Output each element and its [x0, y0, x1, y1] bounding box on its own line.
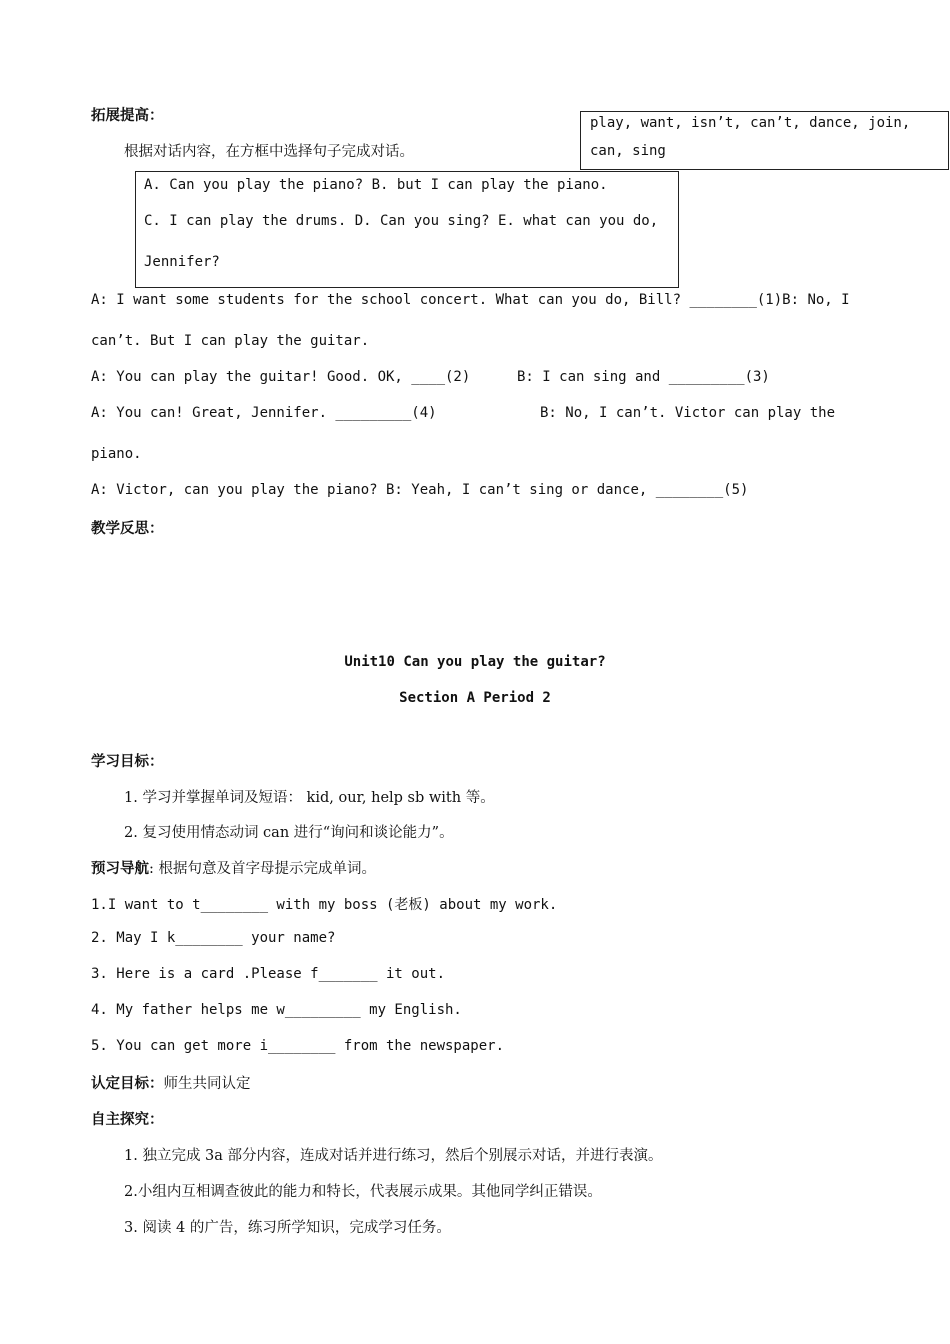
preview-line [91, 857, 376, 878]
dialogue-line-2: can’t. But I can play the guitar. [91, 333, 370, 349]
word-box [580, 111, 949, 170]
explore-item-1: 1. 独立完成 3a 部分内容，连成对话并进行练习，然后个别展示对话，并进行表演。 [124, 1148, 663, 1164]
choice-box [135, 171, 679, 288]
reflection-heading: 教学反思： [91, 520, 164, 537]
preview-question-5: 5. You can get more i________ from the newspaper. [91, 1038, 505, 1054]
explore-item-2: 2.小组内互相调查彼此的能力和特长，代表展示成果。其他同学纠正错误。 [124, 1184, 602, 1200]
extension-instruction: 根据对话内容，在方框中选择句子完成对话。 [124, 144, 414, 160]
dialogue-line-5: piano. [91, 446, 142, 462]
preview-question-2: 2. May I k________ your name? [91, 930, 336, 946]
unit-subtitle: Section A Period 2 [399, 690, 551, 706]
word-box-line-1: play, want, isn’t, can’t, dance, join, [590, 115, 911, 131]
dialogue-line-1: A: I want some students for the school concert. What can you do, Bill? ________(1)B: No, I [91, 292, 850, 308]
choice-box-line-3: Jennifer? [144, 254, 220, 270]
preview-instruction: : 根据句意及首字母提示完成单词。 [149, 861, 376, 877]
confirm-line [91, 1072, 251, 1093]
preview-heading: 预习导航 [91, 860, 149, 877]
extension-heading: 拓展提高： [91, 107, 164, 124]
preview-question-3: 3. Here is a card .Please f_______ it out. [91, 966, 446, 982]
goals-item-1: 1. 学习并掌握单词及短语： kid, our, help sb with 等。 [124, 790, 495, 806]
choice-box-line-2: C. I can play the drums. D. Can you sing? E. what can you do, [144, 213, 659, 229]
preview-question-4: 4. My father helps me w_________ my English. [91, 1002, 462, 1018]
preview-question-1: 1.I want to t________ with my boss (老板) about my work. [91, 897, 558, 913]
confirm-text: 师生共同认定 [163, 1076, 251, 1092]
explore-item-3: 3. 阅读 4 的广告，练习所学知识，完成学习任务。 [124, 1220, 451, 1236]
choice-box-line-1: A. Can you play the piano? B. but I can play the piano. [144, 177, 608, 193]
goals-item-2: 2. 复习使用情态动词 can 进行“询问和谈论能力”。 [124, 825, 454, 841]
dialogue-line-4b: B: No, I can’t. Victor can play the [540, 405, 836, 421]
dialogue-line-3b: B: I can sing and _________(3) [517, 369, 770, 385]
goals-heading: 学习目标： [91, 753, 164, 770]
confirm-heading: 认定目标： [91, 1075, 164, 1092]
dialogue-line-3a: A: You can play the guitar! Good. OK, ____(2) [91, 369, 471, 385]
unit-title: Unit10 Can you play the guitar? [344, 654, 606, 670]
dialogue-line-4a: A: You can! Great, Jennifer. _________(4) [91, 405, 437, 421]
word-box-line-2: can, sing [590, 143, 666, 159]
dialogue-line-6: A: Victor, can you play the piano? B: Yeah, I can’t sing or dance, ________(5) [91, 482, 749, 498]
explore-heading: 自主探究： [91, 1111, 164, 1128]
